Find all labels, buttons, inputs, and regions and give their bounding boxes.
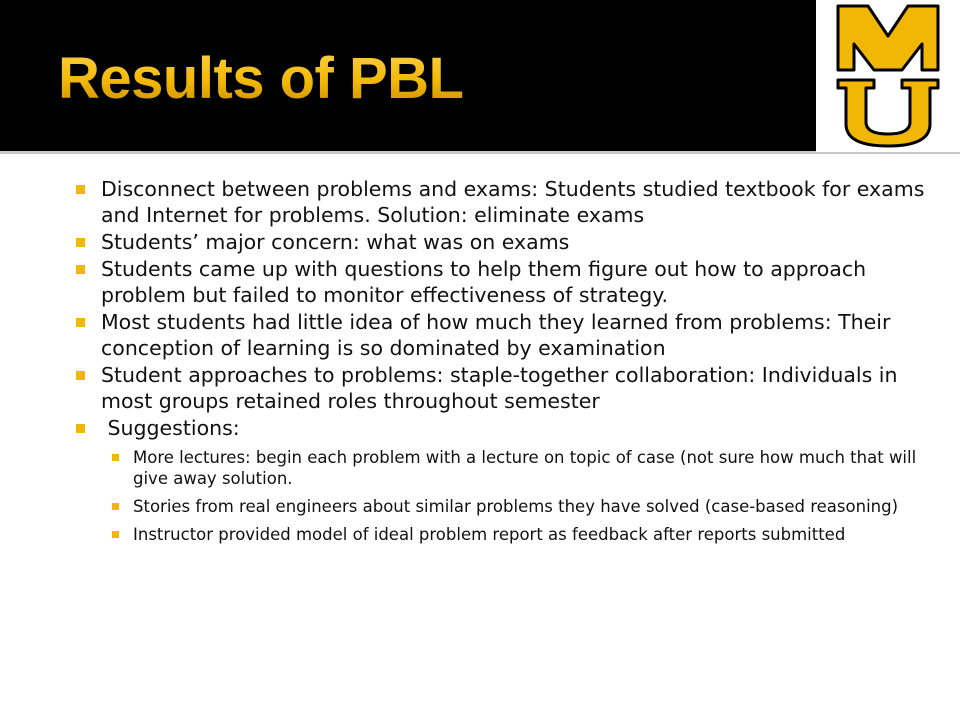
mu-logo-mark — [816, 0, 960, 152]
bullet-text: Most students had little idea of how much they learned from problems: Their conception of learning is so dominated by examination — [101, 310, 891, 360]
square-bullet-icon — [76, 265, 85, 274]
bullet-text: Student approaches to problems: staple-together collaboration: Individuals in most groups retained roles throughout semester — [101, 363, 898, 413]
svg-text:Results of PBL: Results of PBL — [58, 46, 464, 111]
bullet-text: Disconnect between problems and exams: Students studied textbook for exams and Internet for problems. Solution: eliminate exams — [101, 177, 925, 227]
bullet-item — [76, 309, 926, 361]
square-bullet-icon — [76, 185, 85, 194]
sub-bullet-text: More lectures: begin each problem with a lecture on topic of case (not sure how much that will give away solution. — [133, 448, 917, 488]
square-bullet-icon — [76, 424, 85, 433]
square-bullet-icon — [112, 503, 119, 510]
bullet-item — [76, 176, 926, 228]
bullet-item — [76, 362, 926, 414]
mu-logo — [816, 0, 960, 152]
square-bullet-icon — [112, 454, 119, 461]
square-bullet-icon — [76, 238, 85, 247]
square-bullet-icon — [76, 371, 85, 380]
slide-body — [76, 176, 926, 552]
bullet-text: Suggestions: — [101, 416, 240, 440]
sub-bullet-item — [112, 524, 926, 545]
bullet-item — [76, 229, 926, 255]
bullet-item — [76, 256, 926, 308]
sub-bullet-text: Stories from real engineers about similar problems they have solved (case-based reasoning) — [133, 497, 899, 516]
square-bullet-icon — [112, 531, 119, 538]
bullet-text: Students’ major concern: what was on exams — [101, 230, 570, 254]
sub-bullet-item — [112, 447, 926, 489]
bullet-item-suggestions — [76, 415, 926, 441]
sub-bullet-text: Instructor provided model of ideal problem report as feedback after reports submitted — [133, 525, 846, 544]
slide-title — [58, 44, 478, 114]
bullet-text: Students came up with questions to help them figure out how to approach problem but failed to monitor effectiveness of strategy. — [101, 257, 867, 307]
square-bullet-icon — [76, 318, 85, 327]
sub-bullet-item — [112, 496, 926, 517]
title-text-art — [58, 44, 478, 114]
